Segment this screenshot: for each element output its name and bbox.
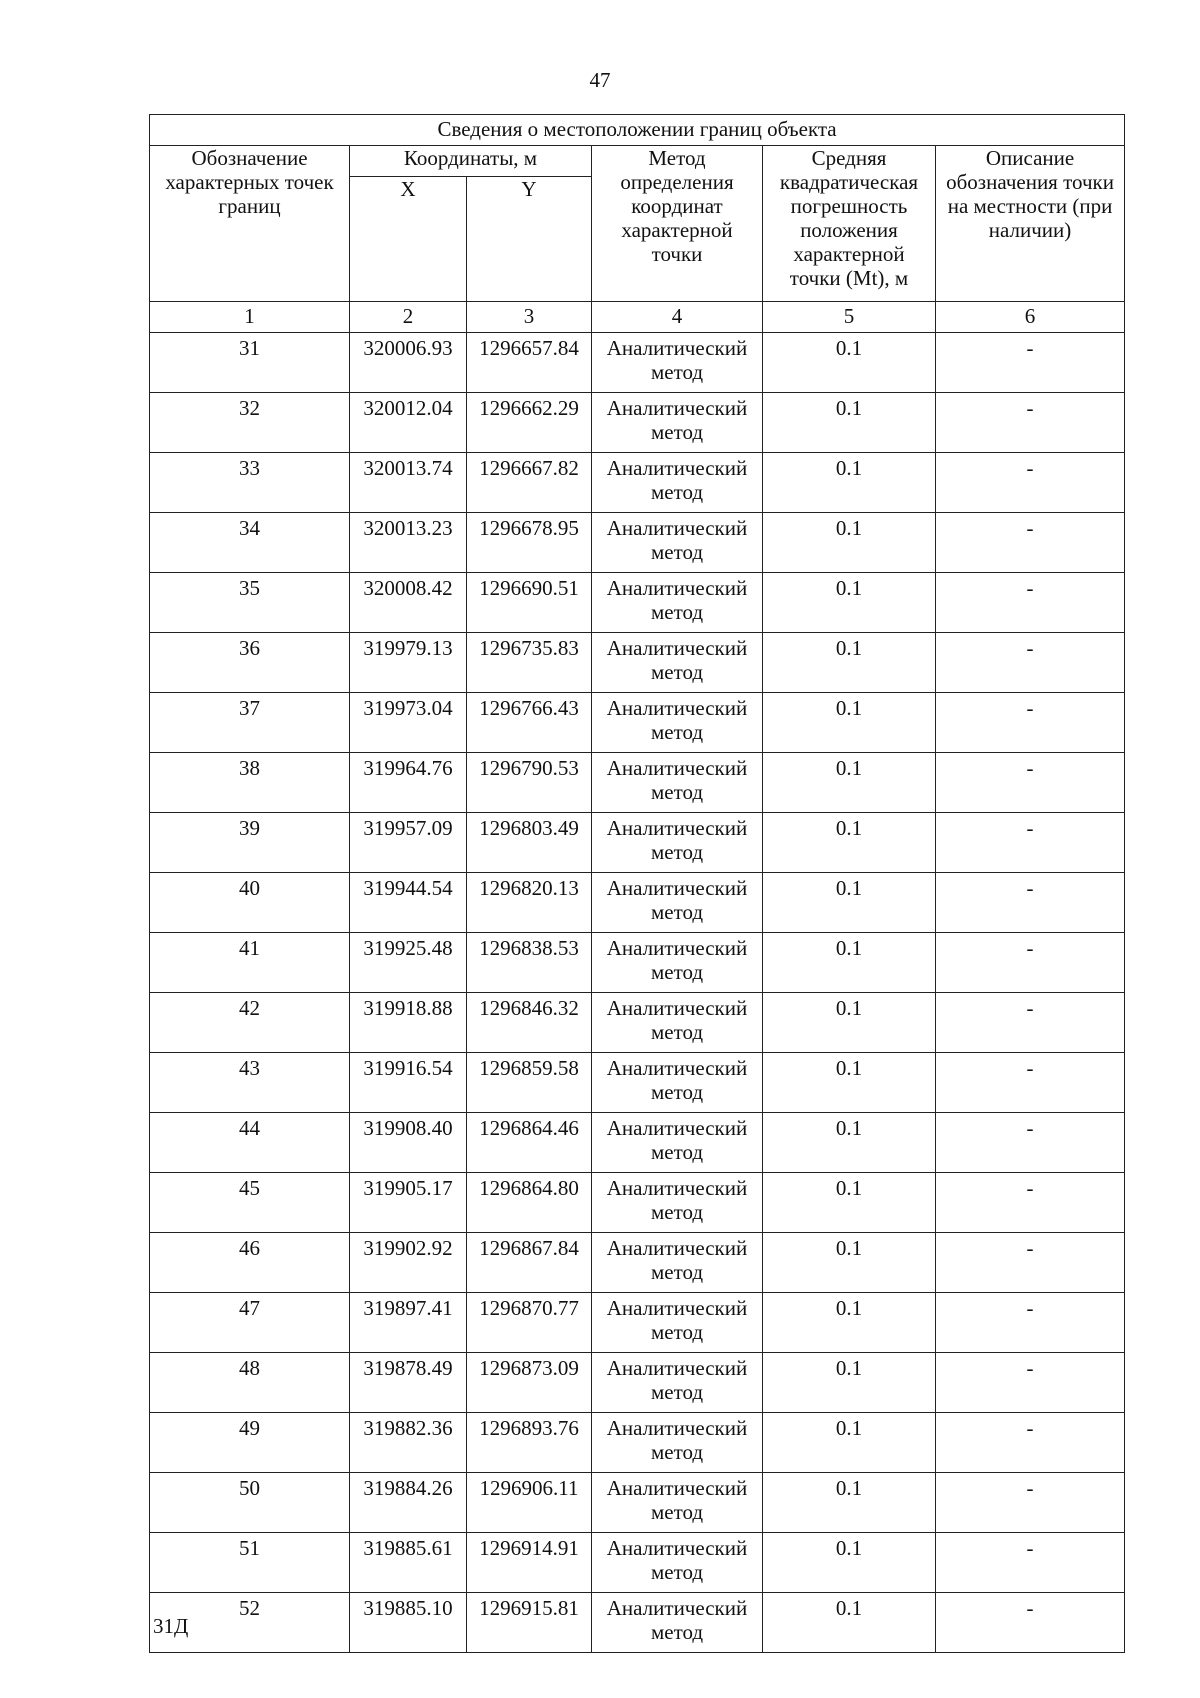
cell-y: 1296914.91 (467, 1533, 592, 1593)
cell-accuracy: 0.1 (763, 813, 936, 873)
column-number-row (150, 302, 1125, 333)
cell-method: Аналитический метод (592, 393, 763, 453)
table-title: Сведения о местоположении границ объекта (150, 115, 1125, 146)
cell-point: 42 (150, 993, 350, 1053)
cell-description: - (936, 753, 1125, 813)
cell-method: Аналитический метод (592, 633, 763, 693)
cell-point: 38 (150, 753, 350, 813)
cell-description: - (936, 513, 1125, 573)
cell-y: 1296803.49 (467, 813, 592, 873)
cell-x: 320013.74 (350, 453, 467, 513)
cell-x: 319944.54 (350, 873, 467, 933)
cell-x: 319884.26 (350, 1473, 467, 1533)
cell-point: 50 (150, 1473, 350, 1533)
table-row (150, 513, 1125, 573)
cell-y: 1296846.32 (467, 993, 592, 1053)
cell-x: 320006.93 (350, 333, 467, 393)
footer-code: 31Д (153, 1614, 189, 1638)
cell-method: Аналитический метод (592, 1353, 763, 1413)
cell-point: 37 (150, 693, 350, 753)
table-row (150, 573, 1125, 633)
header-y: Y (467, 177, 592, 302)
table-row (150, 1053, 1125, 1113)
cell-point: 52 (150, 1593, 350, 1653)
cell-accuracy: 0.1 (763, 1593, 936, 1653)
cell-y: 1296838.53 (467, 933, 592, 993)
cell-description: - (936, 873, 1125, 933)
cell-y: 1296864.46 (467, 1113, 592, 1173)
cell-method: Аналитический метод (592, 1593, 763, 1653)
table-row (150, 1413, 1125, 1473)
cell-description: - (936, 933, 1125, 993)
cell-accuracy: 0.1 (763, 993, 936, 1053)
cell-y: 1296662.29 (467, 393, 592, 453)
cell-method: Аналитический метод (592, 873, 763, 933)
cell-method: Аналитический метод (592, 1113, 763, 1173)
cell-accuracy: 0.1 (763, 693, 936, 753)
cell-x: 319925.48 (350, 933, 467, 993)
cell-y: 1296820.13 (467, 873, 592, 933)
cell-point: 45 (150, 1173, 350, 1233)
column-number: 5 (763, 302, 936, 333)
table-row (150, 933, 1125, 993)
cell-point: 40 (150, 873, 350, 933)
cell-method: Аналитический метод (592, 1413, 763, 1473)
table-row (150, 1293, 1125, 1353)
table-row (150, 1113, 1125, 1173)
cell-description: - (936, 333, 1125, 393)
cell-description: - (936, 993, 1125, 1053)
cell-y: 1296766.43 (467, 693, 592, 753)
cell-description: - (936, 1473, 1125, 1533)
cell-description: - (936, 813, 1125, 873)
cell-x: 319916.54 (350, 1053, 467, 1113)
cell-x: 319979.13 (350, 633, 467, 693)
cell-method: Аналитический метод (592, 993, 763, 1053)
cell-x: 319885.10 (350, 1593, 467, 1653)
cell-y: 1296915.81 (467, 1593, 592, 1653)
cell-accuracy: 0.1 (763, 453, 936, 513)
cell-x: 319957.09 (350, 813, 467, 873)
cell-y: 1296859.58 (467, 1053, 592, 1113)
cell-description: - (936, 453, 1125, 513)
cell-method: Аналитический метод (592, 1233, 763, 1293)
cell-accuracy: 0.1 (763, 933, 936, 993)
cell-description: - (936, 1113, 1125, 1173)
cell-y: 1296690.51 (467, 573, 592, 633)
header-method: Метод определения координат характерной точки (592, 146, 763, 302)
cell-y: 1296864.80 (467, 1173, 592, 1233)
cell-point: 32 (150, 393, 350, 453)
table-row (150, 693, 1125, 753)
column-number: 4 (592, 302, 763, 333)
cell-accuracy: 0.1 (763, 573, 936, 633)
cell-accuracy: 0.1 (763, 393, 936, 453)
cell-point: 46 (150, 1233, 350, 1293)
table-row (150, 633, 1125, 693)
cell-y: 1296867.84 (467, 1233, 592, 1293)
header-coordinates: Координаты, м (350, 146, 592, 177)
column-number: 1 (150, 302, 350, 333)
header-x: X (350, 177, 467, 302)
cell-accuracy: 0.1 (763, 1233, 936, 1293)
cell-accuracy: 0.1 (763, 873, 936, 933)
cell-point: 34 (150, 513, 350, 573)
cell-x: 319882.36 (350, 1413, 467, 1473)
cell-x: 319973.04 (350, 693, 467, 753)
header-description: Описание обозначения точки на местности (при наличии) (936, 146, 1125, 302)
cell-accuracy: 0.1 (763, 1053, 936, 1113)
cell-point: 41 (150, 933, 350, 993)
cell-description: - (936, 1413, 1125, 1473)
cell-accuracy: 0.1 (763, 633, 936, 693)
cell-description: - (936, 1353, 1125, 1413)
cell-x: 320008.42 (350, 573, 467, 633)
cell-description: - (936, 1593, 1125, 1653)
table-row (150, 993, 1125, 1053)
cell-x: 319905.17 (350, 1173, 467, 1233)
header-point-designation: Обозначение характерных точек границ (150, 146, 350, 302)
cell-point: 36 (150, 633, 350, 693)
table-row (150, 1353, 1125, 1413)
cell-accuracy: 0.1 (763, 1113, 936, 1173)
cell-method: Аналитический метод (592, 1173, 763, 1233)
cell-method: Аналитический метод (592, 333, 763, 393)
cell-description: - (936, 573, 1125, 633)
cell-y: 1296735.83 (467, 633, 592, 693)
cell-description: - (936, 1233, 1125, 1293)
cell-point: 51 (150, 1533, 350, 1593)
cell-point: 33 (150, 453, 350, 513)
cell-x: 320012.04 (350, 393, 467, 453)
header-accuracy: Средняя квадратическая погрешность положения характерной точки (Mt), м (763, 146, 936, 302)
table-row (150, 1473, 1125, 1533)
cell-accuracy: 0.1 (763, 513, 936, 573)
table-row (150, 1233, 1125, 1293)
cell-accuracy: 0.1 (763, 1473, 936, 1533)
table-row (150, 453, 1125, 513)
cell-accuracy: 0.1 (763, 1293, 936, 1353)
column-number: 6 (936, 302, 1125, 333)
cell-accuracy: 0.1 (763, 1353, 936, 1413)
cell-description: - (936, 1173, 1125, 1233)
cell-point: 31 (150, 333, 350, 393)
cell-point: 43 (150, 1053, 350, 1113)
boundary-coordinates-table (149, 114, 1125, 1653)
cell-accuracy: 0.1 (763, 753, 936, 813)
cell-point: 44 (150, 1113, 350, 1173)
cell-description: - (936, 1293, 1125, 1353)
cell-method: Аналитический метод (592, 1533, 763, 1593)
column-number: 3 (467, 302, 592, 333)
cell-point: 35 (150, 573, 350, 633)
cell-x: 320013.23 (350, 513, 467, 573)
cell-x: 319897.41 (350, 1293, 467, 1353)
cell-method: Аналитический метод (592, 1293, 763, 1353)
cell-method: Аналитический метод (592, 933, 763, 993)
cell-method: Аналитический метод (592, 573, 763, 633)
cell-y: 1296893.76 (467, 1413, 592, 1473)
cell-method: Аналитический метод (592, 693, 763, 753)
table-row (150, 813, 1125, 873)
cell-x: 319878.49 (350, 1353, 467, 1413)
page-number: 47 (589, 68, 611, 92)
column-number: 2 (350, 302, 467, 333)
cell-description: - (936, 393, 1125, 453)
cell-x: 319964.76 (350, 753, 467, 813)
cell-description: - (936, 1053, 1125, 1113)
cell-y: 1296678.95 (467, 513, 592, 573)
cell-description: - (936, 693, 1125, 753)
cell-accuracy: 0.1 (763, 1173, 936, 1233)
cell-point: 48 (150, 1353, 350, 1413)
cell-point: 47 (150, 1293, 350, 1353)
cell-method: Аналитический метод (592, 813, 763, 873)
cell-x: 319918.88 (350, 993, 467, 1053)
cell-y: 1296873.09 (467, 1353, 592, 1413)
cell-x: 319908.40 (350, 1113, 467, 1173)
cell-method: Аналитический метод (592, 453, 763, 513)
cell-accuracy: 0.1 (763, 333, 936, 393)
table-row (150, 1593, 1125, 1653)
table-row (150, 1533, 1125, 1593)
cell-y: 1296906.11 (467, 1473, 592, 1533)
cell-y: 1296657.84 (467, 333, 592, 393)
table-row (150, 333, 1125, 393)
cell-y: 1296667.82 (467, 453, 592, 513)
cell-description: - (936, 1533, 1125, 1593)
cell-x: 319902.92 (350, 1233, 467, 1293)
cell-point: 49 (150, 1413, 350, 1473)
cell-accuracy: 0.1 (763, 1413, 936, 1473)
table-row (150, 873, 1125, 933)
cell-accuracy: 0.1 (763, 1533, 936, 1593)
cell-method: Аналитический метод (592, 513, 763, 573)
cell-method: Аналитический метод (592, 753, 763, 813)
cell-method: Аналитический метод (592, 1053, 763, 1113)
cell-description: - (936, 633, 1125, 693)
cell-point: 39 (150, 813, 350, 873)
table-row (150, 1173, 1125, 1233)
cell-method: Аналитический метод (592, 1473, 763, 1533)
cell-y: 1296870.77 (467, 1293, 592, 1353)
cell-y: 1296790.53 (467, 753, 592, 813)
table-row (150, 393, 1125, 453)
table-row (150, 753, 1125, 813)
cell-x: 319885.61 (350, 1533, 467, 1593)
